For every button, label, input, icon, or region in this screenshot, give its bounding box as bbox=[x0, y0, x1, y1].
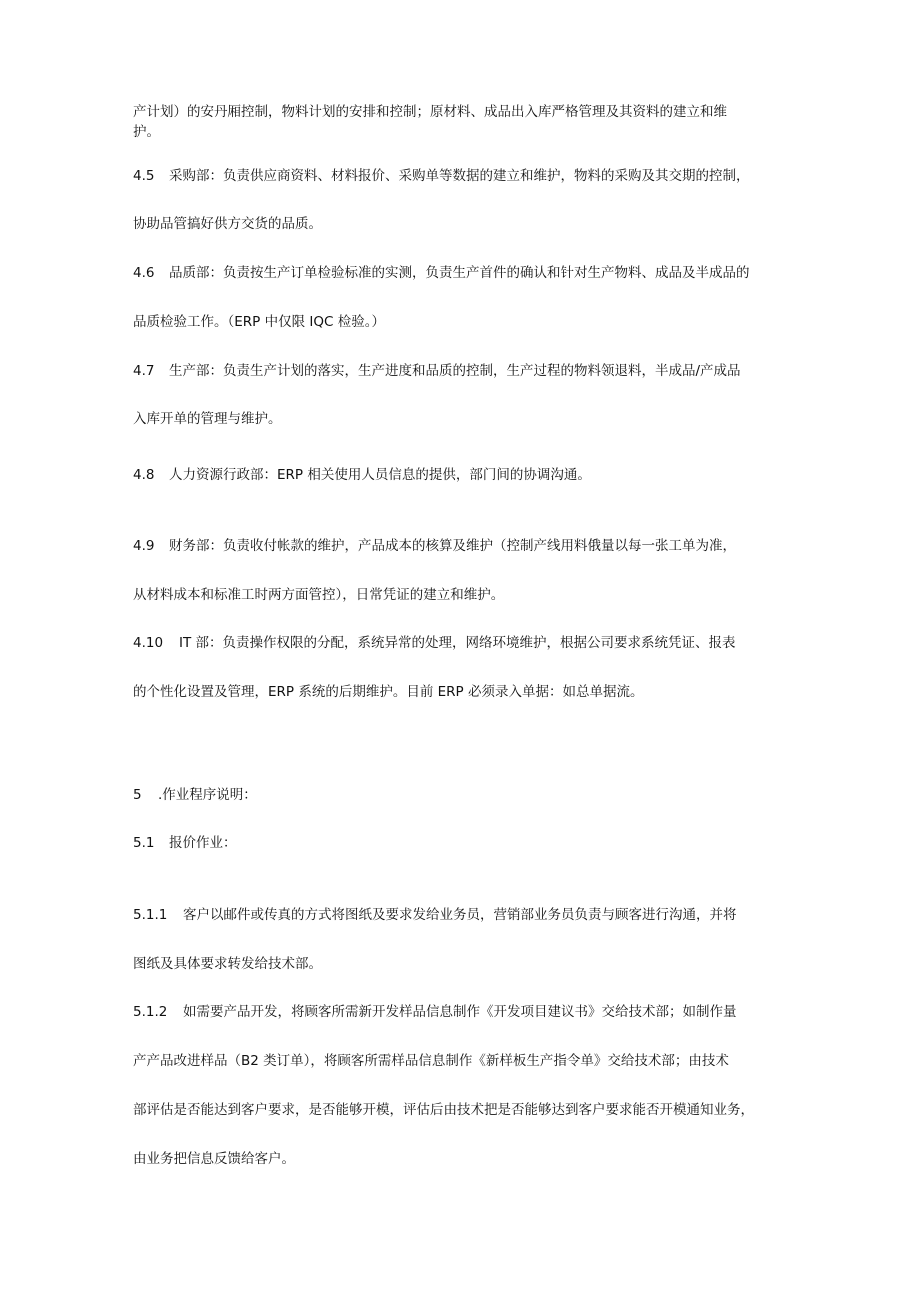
section-4-7 bbox=[133, 362, 741, 380]
line-text: 从材料成本和标准工时两方面管控），日常凭证的建立和维护。 bbox=[133, 587, 505, 603]
section-5-1-2 bbox=[133, 1003, 737, 1021]
section-number: 4.7 bbox=[133, 363, 155, 379]
line-text: 品质部：负责按生产订单检验标准的实测，负责生产首件的确认和针对生产物料、成品及半成品的 bbox=[169, 265, 750, 281]
section-heading: 报价作业： bbox=[169, 835, 237, 851]
line-text: 品质检验工作。（ERP 中仅限 IQC 检验。） bbox=[133, 314, 385, 330]
line-text: 产产品改进样品（B2 类订单），将顾客所需样品信息制作《新样板生产指令单》交给技术部；由技术 bbox=[133, 1053, 729, 1069]
line-text: 的个性化设置及管理，ERP 系统的后期维护。目前 ERP 必须录入单据：如总单据流。 bbox=[133, 684, 644, 700]
paragraph-line bbox=[133, 313, 385, 331]
paragraph-line bbox=[133, 955, 322, 973]
section-4-8 bbox=[133, 466, 591, 484]
line-text: 如需要产品开发，将顾客所需新开发样品信息制作《开发项目建议书》交给技术部；如制作量 bbox=[183, 1004, 737, 1020]
paragraph-line bbox=[133, 123, 160, 141]
line-text: 客户以邮件或传真的方式将图纸及要求发给业务员，营销部业务员负责与顾客进行沟通，并将 bbox=[183, 907, 737, 923]
line-text: 护。 bbox=[133, 124, 160, 140]
section-number: 5.1 bbox=[133, 835, 155, 851]
line-text: 生产部：负责生产计划的落实，生产进度和品质的控制，生产过程的物料领退料，半成品/产成品 bbox=[169, 363, 741, 379]
section-4-5 bbox=[133, 167, 750, 185]
section-number: 4.8 bbox=[133, 467, 155, 483]
line-text: IT 部：负责操作权限的分配，系统异常的处理，网络环境维护，根据公司要求系统凭证、报表 bbox=[179, 635, 736, 651]
section-number: 4.5 bbox=[133, 168, 155, 184]
paragraph-line bbox=[133, 410, 282, 428]
line-text: 采购部：负责供应商资料、材料报价、采购单等数据的建立和维护，物料的采购及其交期的控制， bbox=[169, 168, 750, 184]
line-text: 产计划）的安丹厢控制，物料计划的安排和控制；原材料、成品出入库严格管理及其资料的建立和维 bbox=[133, 104, 727, 120]
line-text: 入库开单的管理与维护。 bbox=[133, 411, 282, 427]
section-number: 5.1.2 bbox=[133, 1004, 168, 1020]
section-number: 4.6 bbox=[133, 265, 155, 281]
line-text: 由业务把信息反馈给客户。 bbox=[133, 1151, 295, 1167]
line-text: 财务部：负责收付帐款的维护，产品成本的核算及维护（控制产线用料俄量以每一张工单为准， bbox=[169, 538, 736, 554]
line-text: 图纸及具体要求转发给技术部。 bbox=[133, 956, 322, 972]
paragraph-line bbox=[133, 1150, 295, 1168]
line-text: 协助品管搞好供方交货的品质。 bbox=[133, 216, 322, 232]
paragraph-line bbox=[133, 1052, 729, 1070]
section-number: 4.10 bbox=[133, 635, 164, 651]
section-4-6 bbox=[133, 264, 750, 282]
section-number: 5 bbox=[133, 787, 142, 803]
section-5 bbox=[133, 786, 257, 804]
paragraph-line bbox=[133, 1101, 754, 1119]
line-text: 部评估是否能达到客户要求，是否能够开模，评估后由技术把是否能够达到客户要求能否开模通知业务， bbox=[133, 1102, 754, 1118]
paragraph-line bbox=[133, 683, 643, 701]
section-5-1-1 bbox=[133, 906, 737, 924]
paragraph-line bbox=[133, 586, 504, 604]
line-text: 人力资源行政部：ERP 相关使用人员信息的提供，部门间的协调沟通。 bbox=[169, 467, 591, 483]
section-number: 5.1.1 bbox=[133, 907, 168, 923]
paragraph-line bbox=[133, 103, 727, 121]
section-number: 4.9 bbox=[133, 538, 155, 554]
paragraph-line bbox=[133, 215, 322, 233]
section-4-10 bbox=[133, 634, 736, 652]
section-4-9 bbox=[133, 537, 736, 555]
section-heading: .作业程序说明： bbox=[158, 787, 257, 803]
section-5-1 bbox=[133, 834, 237, 852]
